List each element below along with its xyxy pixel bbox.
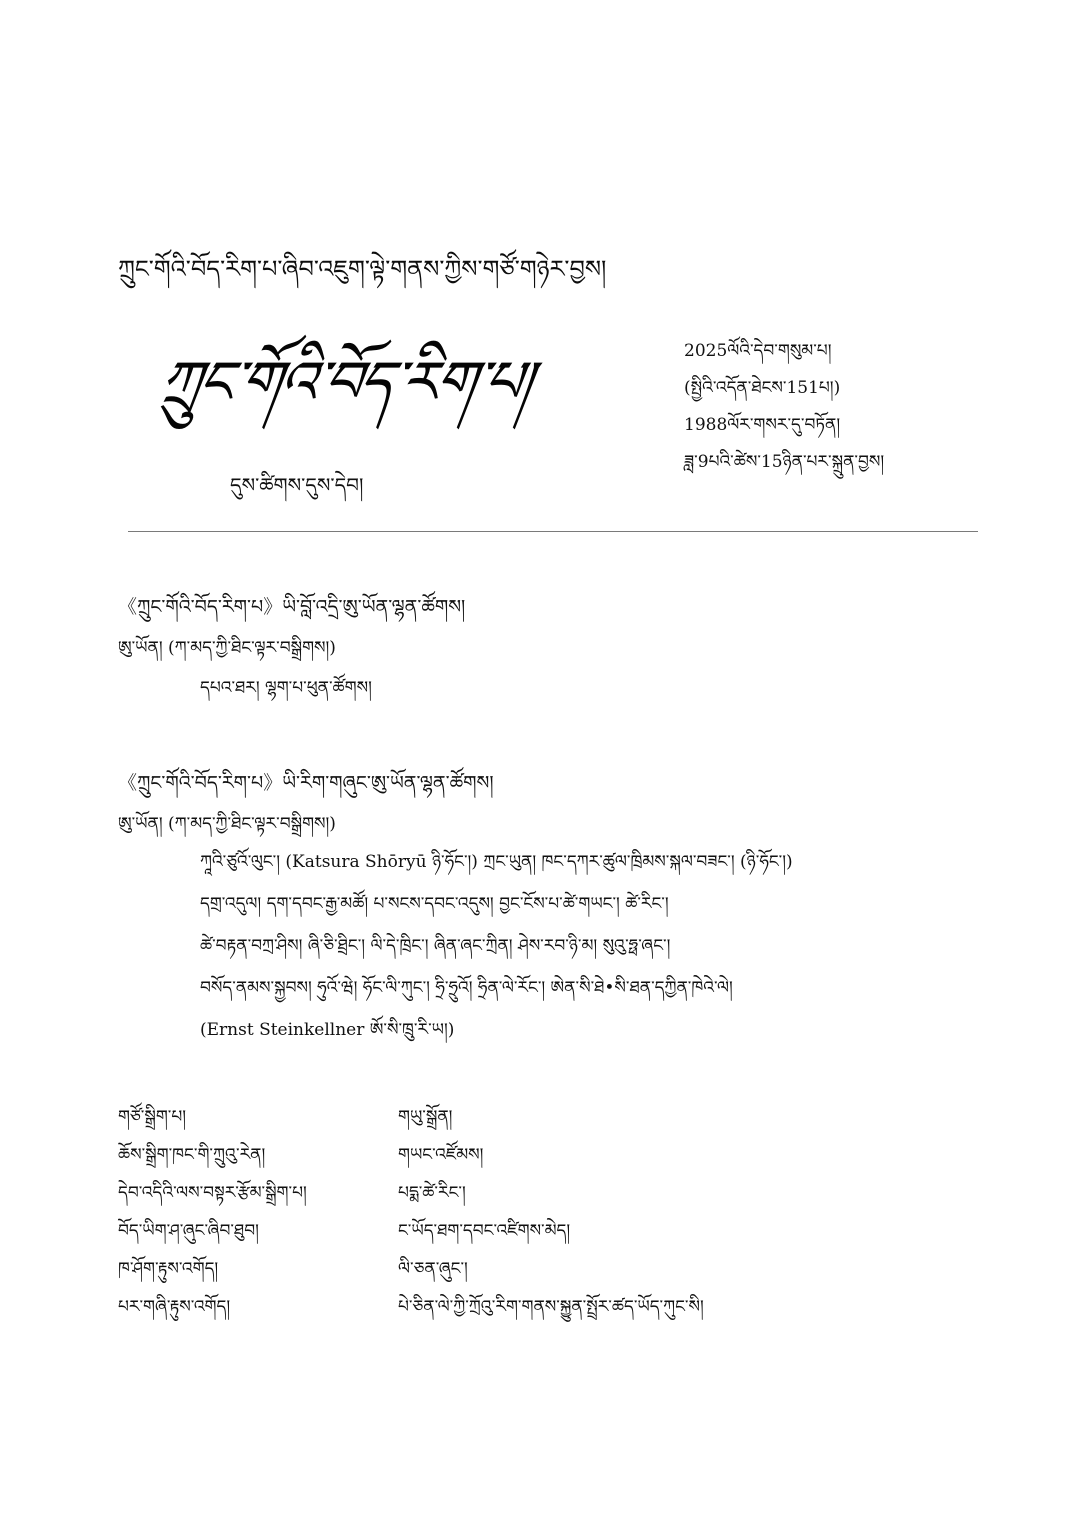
staff-role: ཆོས་སྒྲིག་ཁང་གི་ཀྲུའུ་རེན། (118, 1145, 266, 1165)
issue-publish-date: ཟླ་9པའི་ཚེས་15ཉིན་པར་སྐྲུན་བྱས། (684, 452, 885, 472)
staff-row (118, 1102, 704, 1140)
editorial-committee-title: 《ཀྲུང་གོའི་བོད་རིག་པ》ཡི་རིག་གཞུང་ཨུ་ཡོན་ལྷན་ཚོགས། (118, 772, 494, 794)
staff-role: ཁ་ཤོག་རྟུས་འགོད། (118, 1259, 219, 1279)
member-line: བསོད་ནམས་སྐྱབས། ཧུའོ་ཝེ། ཧོང་ལི་ཀུང་། ཧྲི་ཧྲུའོ། ཧྲིན་ལེ་རོང་། ཨེན་སི་ཐེ•སི་ཐན་དཀྱིན་ཁེའེ་ལེ། (200, 978, 733, 998)
issue-info (684, 338, 884, 486)
editorial-committee-members (118, 848, 793, 1058)
issue-cumulative-number: (སྤྱིའི་འདོན་ཐེངས་151པ།) (684, 378, 841, 398)
masthead-subtitle: དུས་ཚིགས་དུས་དེབ། (230, 473, 364, 497)
staff-row (118, 1292, 704, 1330)
member-line: (Ernst Steinkellner ཨོ་སི་ཁྲུ་རི་ཡ།) (200, 1020, 455, 1040)
member-line: དགྲ་འདུལ། དག་དབང་རྒྱ་མཚོ། པ་སངས་དབང་འདུས། བྱང་ངོས་པ་ཚེ་གཡང་། ཚེ་རིང་། (200, 894, 669, 914)
staff-row (118, 1216, 704, 1254)
editorial-committee-label: ཨུ་ཡོན། (ཀ་མད་ཀྱི་ཐིང་ལྟར་བསྒྲིགས།) (118, 814, 336, 834)
staff-role: དེབ་འདིའི་ལས་བསྟར་རྩོམ་སྒྲིག་པ། (118, 1183, 307, 1203)
advisory-board-title: 《ཀྲུང་གོའི་བོད་རིག་པ》ཡི་བློ་འདྲི་ཨུ་ཡོན་ལྷན་ཚོགས། (118, 596, 466, 618)
staff-name: ང་ཡོད་ཐག་དབང་འཛིགས་མེད། (398, 1221, 571, 1241)
staff-name: གཡུ་སྒྲོན། (398, 1107, 453, 1127)
staff-name: པེ་ཅིན་ལེ་ཀྱི་ཀྲོའུ་རིག་གནས་སྐྱུན་སྤྲོར་ཚད་ཡོད་ཀུང་སི། (398, 1297, 704, 1317)
publisher-line: ཀྲུང་གོའི་བོད་རིག་པ་ཞིབ་འཇུག་ལྟེ་གནས་ཀྱིས་གཙོ་གཉེར་བྱས། (118, 255, 607, 283)
issue-founded: 1988ལོར་གསར་དུ་བཏོན། (684, 415, 841, 435)
masthead-title: ཀྲུང་གོའི་བོད་རིག་པ། (155, 348, 535, 416)
staff-row (118, 1178, 704, 1216)
staff-name: ལི་ཅན་ཞུང་། (398, 1259, 468, 1279)
advisory-board (118, 592, 465, 702)
divider (128, 531, 978, 532)
member-line: ཚེ་བརྟན་བཀྲ་ཤིས། ཞི་ཅི་ཐྲིང་། ལི་དེ་ཁྲིང་། ཞིན་ཞང་ཀྲིན། ཤེས་རབ་ཉི་མ། སུའུ་ཧྥ་ཞང་། (200, 936, 671, 956)
staff-role: གཙོ་སྒྲིག་པ། (118, 1107, 187, 1127)
staff-name: པདྨ་ཚེ་རིང་། (398, 1183, 466, 1203)
staff-row (118, 1254, 704, 1292)
issue-year-number: 2025ལོའི་དེབ་གསུམ་པ། (684, 341, 832, 361)
staff-role: པར་གཞི་རྟུས་འགོད། (118, 1297, 231, 1317)
member-line: ཀཱའི་ཙུའོ་ལུང་། (Katsura Shōryū ཉི་ཧོང་།) ཀྲང་ཡུན། ཁང་དཀར་ཚུལ་ཁྲིམས་སྐལ་བཟང་། (ཉི་ཧོང་།) (200, 852, 793, 872)
staff-name: གཡང་འཛོམས། (398, 1145, 484, 1165)
advisory-board-members: དཔའ་ཐར། ལྷག་པ་ཕུན་ཚོགས། (200, 678, 372, 698)
staff-role: བོད་ཡིག་ཤ་ཞུང་ཞིབ་ཐུབ། (118, 1221, 259, 1241)
staff-list (118, 1102, 704, 1330)
staff-row (118, 1140, 704, 1178)
advisory-board-label: ཨུ་ཡོན། (ཀ་མད་ཀྱི་ཐིང་ལྟར་བསྒྲིགས།) (118, 638, 336, 658)
editorial-committee (118, 768, 793, 1058)
